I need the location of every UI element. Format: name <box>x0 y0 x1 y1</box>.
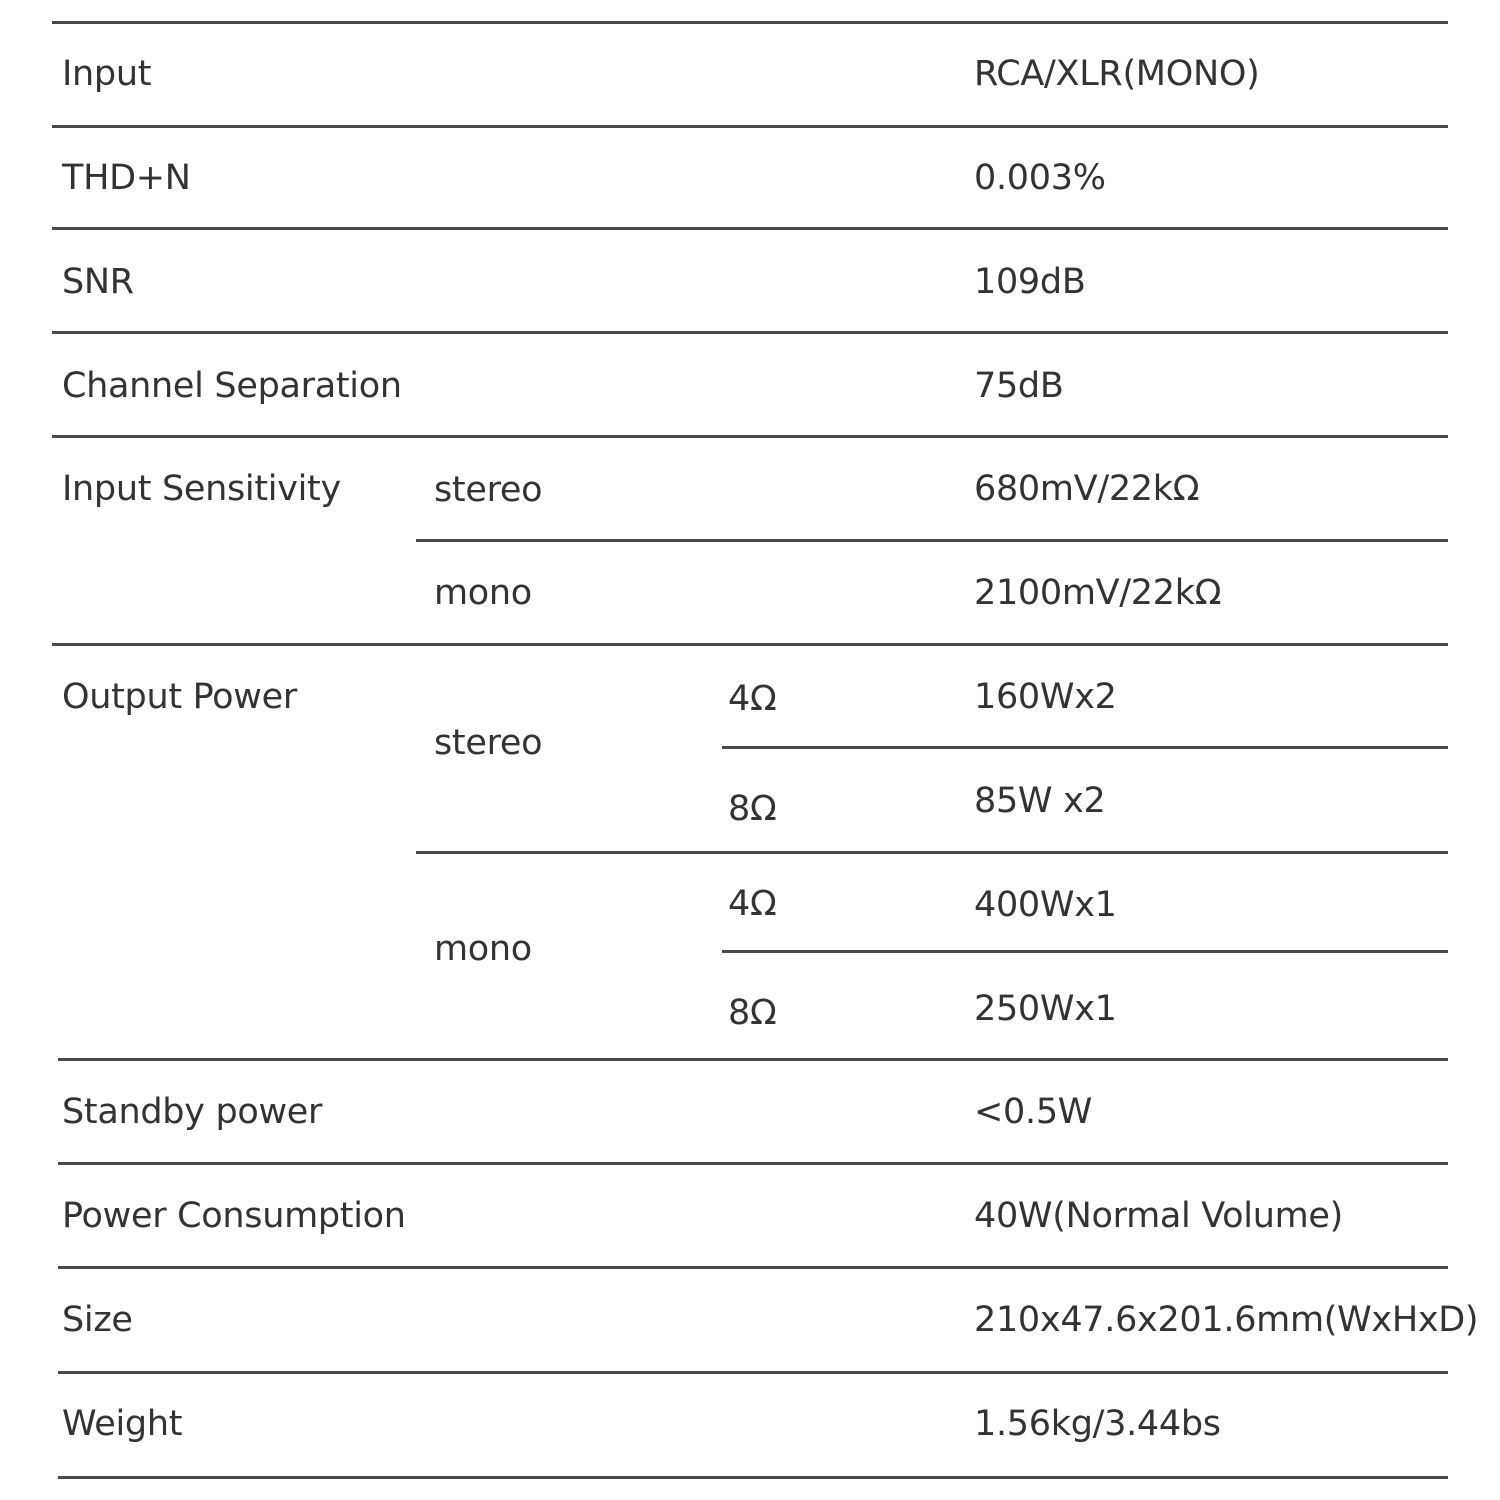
row-divider <box>52 435 1448 438</box>
spec-label-standby-power: Standby power <box>62 1092 323 1132</box>
spec-value-output-power-stereo-4ohm: 160Wx2 <box>974 677 1117 717</box>
sub-row-divider <box>416 539 1448 542</box>
spec-load-output-power-stereo-4ohm: 4Ω <box>728 679 777 719</box>
spec-label-channel-separation: Channel Separation <box>62 366 402 406</box>
spec-sublabel-input-sensitivity-stereo: stereo <box>434 470 543 510</box>
spec-sublabel-output-power-stereo: stereo <box>434 723 543 763</box>
spec-value-channel-separation: 75dB <box>974 366 1064 406</box>
spec-label-input-sensitivity: Input Sensitivity <box>62 469 341 509</box>
spec-value-weight: 1.56kg/3.44bs <box>974 1404 1221 1444</box>
sub-row-divider <box>416 851 1448 854</box>
spec-label-size: Size <box>62 1300 133 1340</box>
spec-value-power-consumption: 40W(Normal Volume) <box>974 1196 1343 1236</box>
spec-value-output-power-stereo-8ohm: 85W x2 <box>974 781 1106 821</box>
spec-sublabel-output-power-mono: mono <box>434 929 532 969</box>
spec-value-standby-power: <0.5W <box>974 1092 1093 1132</box>
spec-label-output-power: Output Power <box>62 677 297 717</box>
row-divider <box>58 1058 1448 1061</box>
spec-load-output-power-stereo-8ohm: 8Ω <box>728 789 777 829</box>
row-divider <box>52 331 1448 334</box>
spec-value-input-sensitivity-stereo: 680mV/22kΩ <box>974 469 1200 509</box>
spec-value-output-power-mono-4ohm: 400Wx1 <box>974 885 1117 925</box>
spec-label-power-consumption: Power Consumption <box>62 1196 406 1236</box>
row-divider <box>52 227 1448 230</box>
spec-sublabel-input-sensitivity-mono: mono <box>434 573 532 613</box>
row-divider <box>58 1266 1448 1269</box>
sub-row-divider <box>722 746 1448 749</box>
spec-label-snr: SNR <box>62 262 134 302</box>
spec-value-input: RCA/XLR(MONO) <box>974 54 1260 94</box>
row-divider <box>52 21 1448 24</box>
spec-value-size: 210x47.6x201.6mm(WxHxD) <box>974 1300 1479 1340</box>
row-divider <box>52 125 1448 128</box>
spec-value-output-power-mono-8ohm: 250Wx1 <box>974 989 1117 1029</box>
row-divider <box>58 1162 1448 1165</box>
row-divider <box>58 1371 1448 1374</box>
spec-load-output-power-mono-4ohm: 4Ω <box>728 884 777 924</box>
row-divider <box>58 1476 1448 1479</box>
spec-load-output-power-mono-8ohm: 8Ω <box>728 993 777 1033</box>
spec-value-snr: 109dB <box>974 262 1086 302</box>
spec-value-input-sensitivity-mono: 2100mV/22kΩ <box>974 573 1222 613</box>
row-divider <box>52 643 1448 646</box>
spec-label-input: Input <box>62 54 152 94</box>
spec-value-thd: 0.003% <box>974 158 1106 198</box>
sub-row-divider <box>722 950 1448 953</box>
spec-label-weight: Weight <box>62 1404 183 1444</box>
spec-label-thd: THD+N <box>62 158 191 198</box>
